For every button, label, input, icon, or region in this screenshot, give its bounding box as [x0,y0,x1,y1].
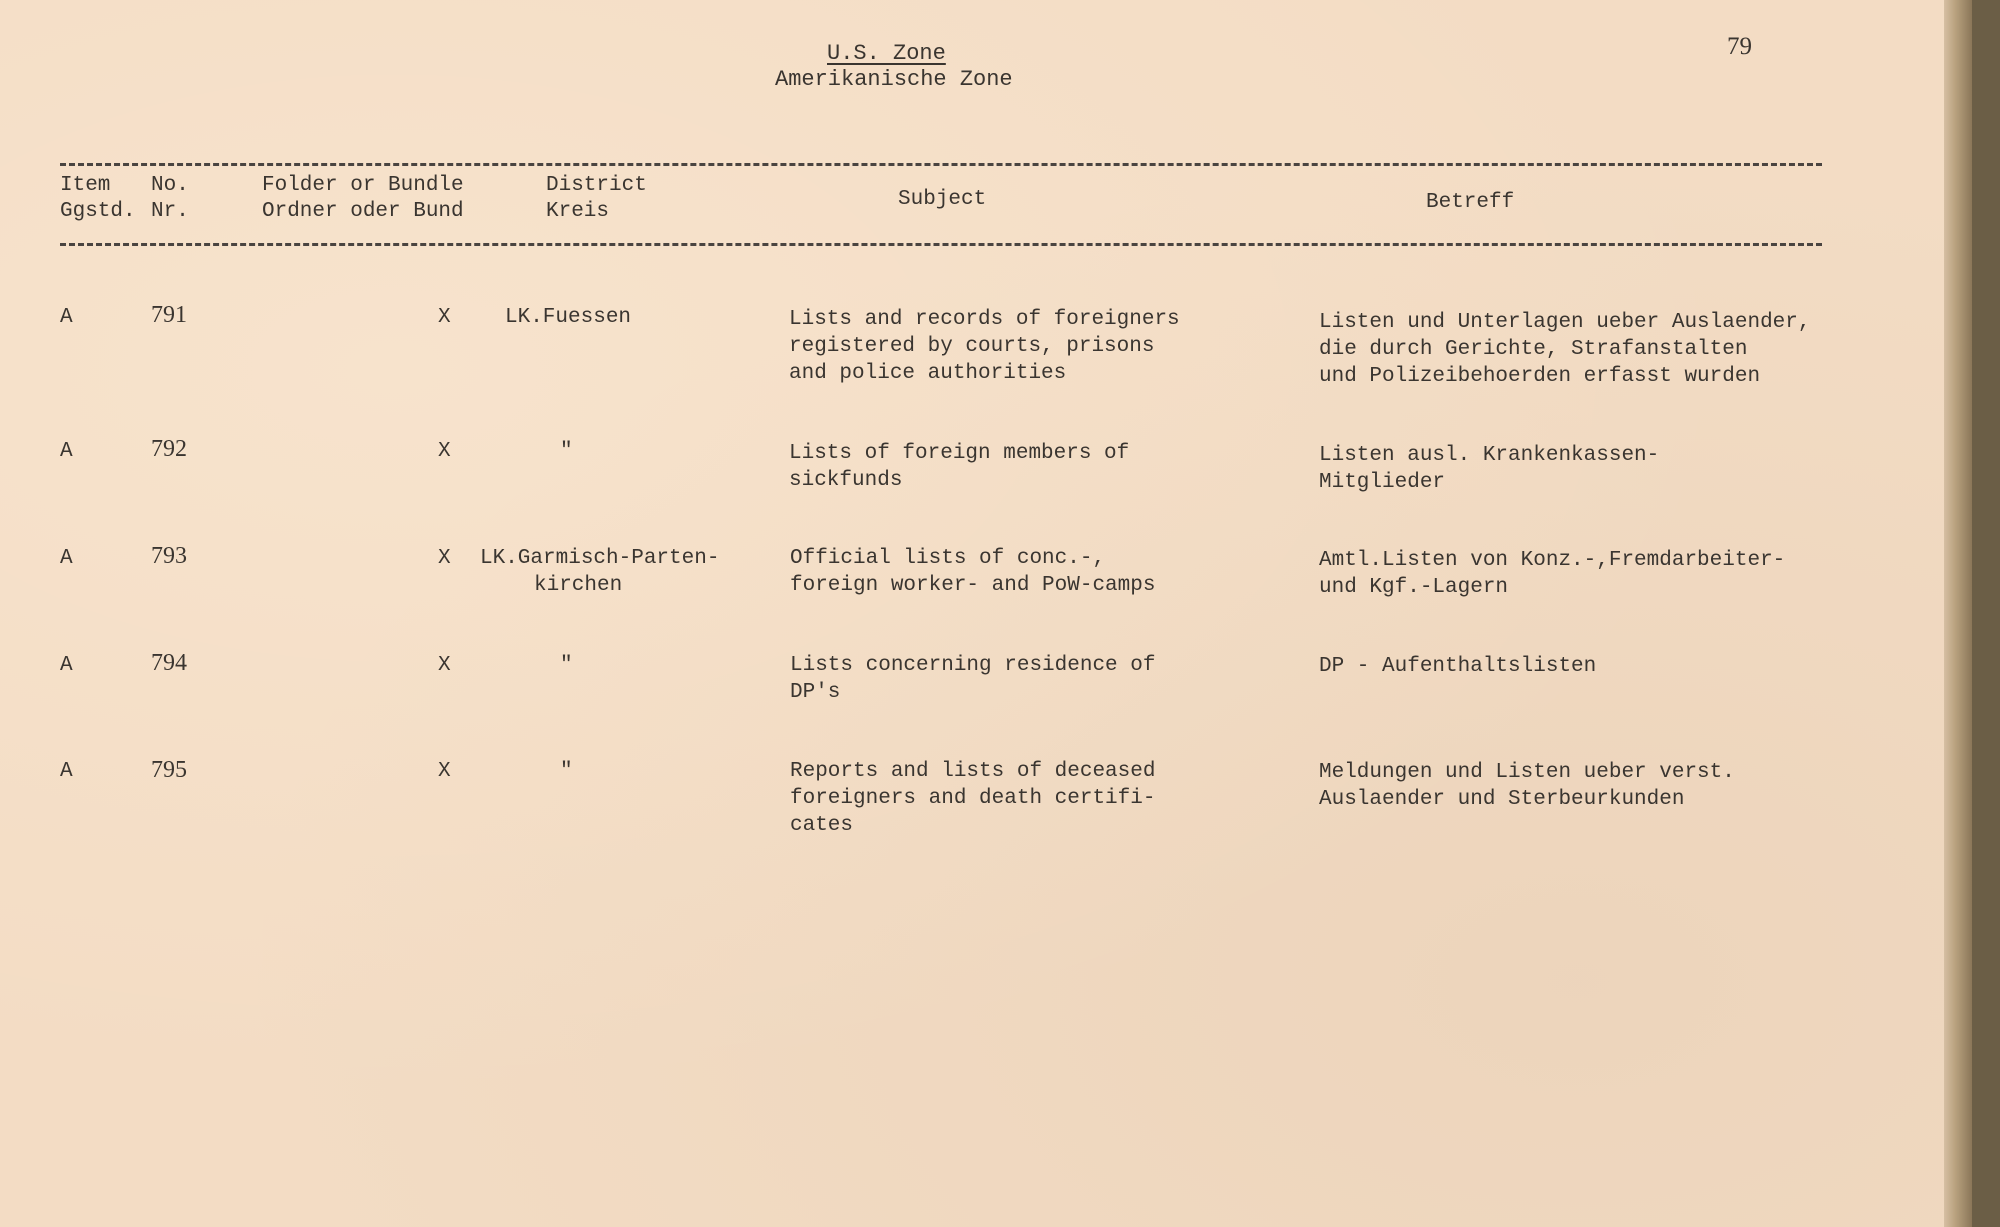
row-betreff-line: Amtl.Listen von Konz.-,Fremdarbeiter- [1319,549,1786,572]
row-folder-mark: X [438,760,451,783]
row-district: " [560,760,573,783]
row-subject-line: cates [790,814,854,837]
row-subject-line: registered by courts, prisons [789,335,1155,358]
row-subject-line: sickfunds [789,469,903,492]
col-header-district-de: Kreis [546,200,610,223]
row-item: A [60,654,73,677]
row-item: A [60,306,73,329]
row-item: A [60,760,73,783]
row-betreff-line: und Polizeibehoerden erfasst wurden [1319,365,1761,388]
col-header-no-en: No. [151,174,189,197]
row-subject-line: Reports and lists of deceased [790,760,1156,783]
row-betreff-line: DP - Aufenthaltslisten [1319,655,1597,678]
row-item: A [60,547,73,570]
row-betreff-line: Listen und Unterlagen ueber Auslaender, [1319,311,1811,334]
row-district: " [560,440,573,463]
row-subject-line: foreign worker- and PoW-camps [790,574,1156,597]
row-betreff-line: und Kgf.-Lagern [1319,576,1509,599]
row-betreff-line: die durch Gerichte, Strafanstalten [1319,338,1748,361]
col-header-betreff: Betreff [1426,191,1515,214]
row-subject-line: Lists concerning residence of [790,654,1156,677]
row-item: A [60,440,73,463]
page-number: 79 [1727,33,1752,60]
row-subject-line: Official lists of conc.-, [790,547,1106,570]
row-number: 791 [151,302,187,328]
row-subject-line: foreigners and death certifi- [790,787,1156,810]
page-subtitle: Amerikanische Zone [775,67,1013,92]
row-number: 795 [151,757,187,783]
row-number: 794 [151,650,187,676]
row-subject-line: and police authorities [789,362,1067,385]
page-title: U.S. Zone [827,41,946,66]
row-district: " [560,654,573,677]
row-number: 792 [151,436,187,462]
col-header-folder-de: Ordner oder Bund [262,200,464,223]
col-header-subject: Subject [898,188,987,211]
row-district: LK.Fuessen [505,306,632,329]
row-folder-mark: X [438,547,451,570]
row-district: kirchen [534,574,623,597]
row-district: LK.Garmisch-Parten- [480,547,720,570]
header-rule-top [60,163,1822,166]
row-subject-line: Lists of foreign members of [789,442,1130,465]
col-header-no-de: Nr. [151,200,189,223]
row-folder-mark: X [438,306,451,329]
col-header-district-en: District [546,174,647,197]
row-subject-line: DP's [790,681,841,704]
page-edge [1944,0,1972,1227]
row-folder-mark: X [438,440,451,463]
row-folder-mark: X [438,654,451,677]
row-subject-line: Lists and records of foreigners [789,308,1180,331]
row-number: 793 [151,543,187,569]
header-rule-bottom [60,243,1822,246]
row-betreff-line: Auslaender und Sterbeurkunden [1319,788,1685,811]
col-header-item-en: Item [60,174,111,197]
col-header-folder-en: Folder or Bundle [262,174,464,197]
col-header-item-de: Ggstd. [60,200,136,223]
row-betreff-line: Mitglieder [1319,471,1446,494]
row-betreff-line: Listen ausl. Krankenkassen- [1319,444,1660,467]
row-betreff-line: Meldungen und Listen ueber verst. [1319,761,1735,784]
